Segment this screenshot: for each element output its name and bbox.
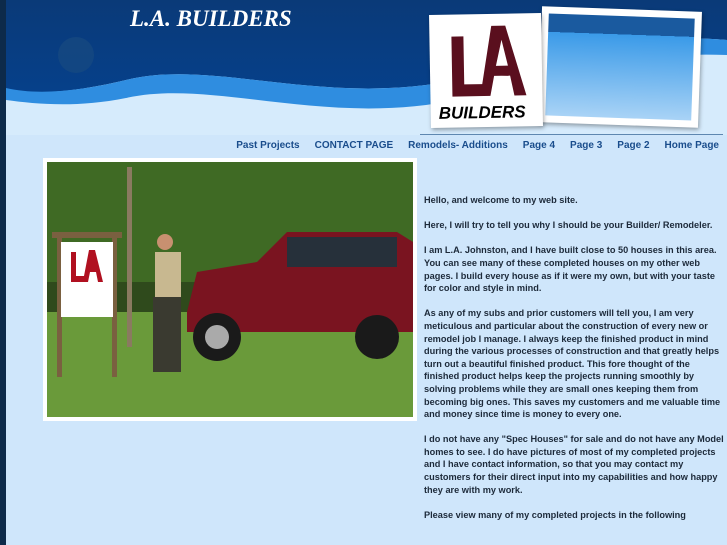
nav-remodels-additions[interactable]: Remodels- Additions: [408, 140, 508, 151]
nav-page-4[interactable]: Page 4: [522, 140, 556, 151]
welcome-text: [424, 194, 724, 534]
nav-page-2[interactable]: Page 2: [617, 140, 650, 151]
main-nav: [236, 140, 719, 151]
nav-past-projects[interactable]: Past Projects: [236, 140, 300, 151]
paragraph: I am L.A. Johnston, and I have built close to 50 houses in this area. You can see many of these completed houses on my other web pages. I build every house as if it were my own, but with your taste for color and style in mind.: [424, 245, 717, 294]
nav-contact-page[interactable]: CONTACT PAGE: [314, 140, 394, 151]
nav-divider: [420, 134, 723, 135]
nav-page-3[interactable]: Page 3: [570, 140, 603, 151]
nav-home-page[interactable]: Home Page: [664, 140, 719, 151]
header-banner: [6, 0, 727, 135]
la-builders-logo-icon: [429, 13, 543, 128]
svg-text:BUILDERS: BUILDERS: [438, 102, 526, 123]
paragraph: Please view many of my completed projects in the following: [424, 509, 686, 520]
builder-photo: [43, 158, 417, 421]
paragraph: Here, I will try to tell you why I should be your Builder/ Remodeler.: [424, 220, 713, 231]
photo-image: [47, 162, 413, 417]
site-title: L.A. BUILDERS: [130, 6, 292, 31]
paragraph: As any of my subs and prior customers will tell you, I am very meticulous and particular about the construction of every new or remodel job I manage. I always keep the finished product in mind during the various processes of construction and that greatly helps turn out a beautiful finished product. This fore thought of the finished product helps keep the projects running smoothly by solving problems while they are small ones keeping them from becoming big ones. This saves my customers and me valuable time and money since time is money to every one.: [424, 308, 721, 420]
paragraph: Hello, and welcome to my web site.: [424, 195, 578, 205]
logo[interactable]: [429, 13, 543, 128]
photo-frame: [538, 6, 702, 128]
paragraph: I do not have any "Spec Houses" for sale and do not have any Model homes to see. I do have pictures of most of my completed projects and I have contact information, so that you may contact my customers for their direct input into my capabilities and how happy they are with my work.: [424, 434, 724, 495]
